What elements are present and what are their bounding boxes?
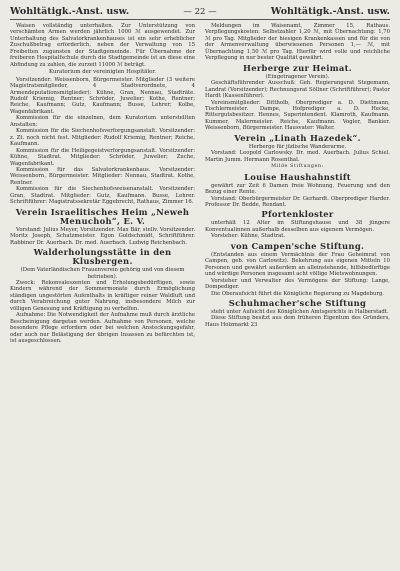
section-heading: Pfortenkloster: [261, 209, 334, 220]
right-column: [205, 23, 390, 344]
body-paragraph: Kommission für die Siechenhofsverforgungsanstalt. Vorsitzender: z. Zt. noch nicht fest. Mitglieder: Rudolf Kriemig, Rentner; Reiche, Kaufmann.: [10, 128, 195, 148]
header-left-title: Wohltätigk.-Anst. usw.: [10, 6, 130, 17]
subsection-heading: Kuratorium der vereinigten Hospitäler.: [49, 69, 156, 76]
body-paragraph: Geschäftsführender Ausschuß: Geh. Regierungsrat Stegemann, Landrat (Vorsitzender); Rechnungsrat Söllner (Schriftführer); Pastor Hardt (Kassenführer).: [205, 80, 390, 100]
left-column: [10, 23, 195, 344]
body-paragraph: Kommission für die Heiligegeistverforgungsanstalt. Vorsitzender: Kühne, Stadtrat. Mitglieder: Schröder, Juwelier; Zuche, Wagenfabrikant.: [10, 147, 195, 167]
body-paragraph: Vorstand: Leopold Carlowsky. Dr. med. Auerbach. Julius Schiel. Martin Jumm. Hermann Rosenthal.: [205, 150, 390, 163]
body-paragraph: Vorsteher und Verwalter des Vermögens der Stiftung: Lange, Dompediger.: [205, 277, 390, 291]
body-paragraph: Aufnahme: Die Notwendigkeit der Aufnahme muß durch ärztliche Bescheinigung dargetan werden. Aufnahme von Personen, welche besondere Pflege erfordern oder bei welchen Ansteckungsgefahr, oder auch nur Belästigung der übrigen Insassen zu befürchten ist, ist ausgeschlossen.: [10, 312, 195, 345]
body-paragraph: (Entstanden aus einem Vermächtnis der Frau Geheimrat von Campen, geb. von Carlowitz). Bekehrung aus eigenen Mitteln 10 Personen und gewährt außerdem an alleinstehende, hilfsbedürftige und würdige Personen insgesamt acht völlige Mietswohnungen.: [205, 251, 390, 278]
header-right-title: Wohltätigk.-Anst. usw.: [270, 6, 390, 17]
body-paragraph: Waisen vollständig unterhalten. Zur Unterstützung von verschämten Armen werden jährlich 1000 ℳ ausgewendet. Zur Unterhaltung des Salvatorkrankenhauses ist ein sehr erheblicher Zuschußbetrag erforderlich, neben der Verwaltung von 15 Freibetten zugunsten der Stadtgemeinde. Für Übernahme der freiberen Hospitalfschule durch die Stadtgemeinde ist an diese eine Abfindung zu zahlen, die zurzeit 11000 ℳ beträgt.: [10, 23, 195, 68]
body-paragraph: Kommission für die Siechenhofsweisenanstalt. Vorsitzender: Gran, Stadtrat. Mitglieder: Gutz, Kaufmann. Busse, Lehrer. Schriftführer: Magistratssekretär Eggebrecht, Rathaus, Zimmer 16.: [10, 186, 195, 206]
body-paragraph: Die Oberaufsicht führt die Königliche Regierung zu Magdeburg.: [211, 290, 384, 297]
body-paragraph: unterhält 12 Alter im Stiftungshause und 38 jüngere Konventualinnen außerhalb desselben aus eigenem Vermögen.: [205, 220, 390, 233]
body-paragraph: Kommission für die einzelnen, dem Kuratorium unterstellten Anstalten:: [10, 115, 195, 128]
section-heading: Verein „Linath Hazedek“.: [234, 132, 361, 143]
section-heading: Herberge zur Heimat.: [242, 62, 353, 73]
body-paragraph: gewährt zur Zeit 6 Damen freie Wohnung, Feuerung und den Bezug einer Rente.: [205, 182, 390, 196]
page-number: — 22 —: [183, 7, 217, 17]
section-heading: von Campen'sche Stiftung.: [230, 240, 365, 251]
body-paragraph: steht unter Aufsicht des Königlichen Amtsgerichts in Halberstadt.: [211, 308, 389, 315]
section-subtitle: (Dem Vaterländischen Frauenverein gehörig und von diesem betrieben).: [20, 267, 185, 280]
body-paragraph: Vorstand: Julius Meyer, Vorsitzender. Max Bär, stellv. Vorsitzender. Moritz Joseph, Schatzmeister. Egon Goldschmidt, Schriftführer. Rabbiner Dr. Auerbach. Dr. med. Auerbach. Ludwig Reichenbach.: [10, 226, 195, 246]
body-paragraph: Vorstand: Oberbürgermeister Dr. Gerhardt. Oberprediger Harder. Professor Dr. Bedde, Rendant.: [205, 195, 390, 208]
section-subtitle: (Eingetragener Verein).: [265, 73, 330, 80]
section-heading: Louise Haushahnstift: [244, 171, 351, 182]
body-paragraph: Zweck: Rekonvaleszenten und Erholungsbedürftigen, sowie Kindern während der Sommermonate durch Ermöglichung ständigen ungestörten Aufenthalts in kräftiger reiner Waldluft und durch Verabreichung guter Nahrung, insbesondere Milch zur völligen Genesung und Kräftigung zu verhelfen.: [10, 279, 195, 312]
section-subtitle: Herberge für jüdische Wanderarme.: [248, 143, 347, 150]
body-paragraph: Diese Stiftung besitzt aus dem früheren Eigentum des Gründers, Haus Holzmarkt 23: [205, 315, 390, 328]
running-header: [10, 6, 390, 20]
two-column-body: [10, 23, 390, 344]
body-paragraph: Vorsitzender: Weissenborn, Bürgermeister. Mitglieder (3 weitere Magistratsmitglieder, 4 Stadtverordnete, 4 Armendeputationsmitglieder): Kühne, Gran, Nennau, Stadträte. Rudolf Kriemig, Rentner; Schröder, Juwelier; Kothe, Rentner; Reiche, Kaufmann; Gutz, Kaufmann; Busse, Lehrer; Kolbe, Wagenfabrikant.: [10, 76, 195, 115]
section-heading: Walderholungsstätte in den Klusbergen.: [33, 247, 172, 267]
section-heading: Schuhmacher'sche Stiftung: [228, 297, 367, 308]
body-paragraph: Vorsteher: Kühne, Stadtrat.: [211, 233, 286, 240]
body-paragraph: Vereinsmitglieder: Dittholb, Oberprediger a. D. Diettmann, Tischlermeister. Dampe, Hofprediger a. D. Hecke, Rittergutsbesitzer. Hennes, Superintendent. Klamroth, Kaufmann. Kummer, Malermeister. Reiche, Kaufmann. Vogler, Bankier. Weissenborn, Bürgermeister. Hausvater: Walter.: [205, 99, 390, 132]
body-paragraph: Meldungen im Waisenamt, Zimmer 15, Rathaus. Verpflegungskosten: Selbstzahler 1,20 ℳ, mit Übernachtung: 1,70 ℳ pro Tag. Mitglieder der hiesigen Krankenkassen und für die von der Armenverwaltung überwiesenen Personen 1,— ℳ, mit Übernachtung 1,50 ℳ pro Tag. Hierfür wird volle und reichliche Verpflegung in nur bester Qualität gewährt.: [205, 23, 390, 62]
category-label: Milde Stiftungen:: [271, 164, 324, 170]
body-paragraph: Kommission für das Salvatorkrankenhaus. Vorsitzender: Weissenborn, Bürgermeister. Mitglieder: Nennau, Stadtrat. Kothe, Rentner.: [10, 166, 195, 186]
section-heading: Verein Israelitisches Heim „Neweh Menuchoh“, E. V.: [15, 206, 190, 226]
